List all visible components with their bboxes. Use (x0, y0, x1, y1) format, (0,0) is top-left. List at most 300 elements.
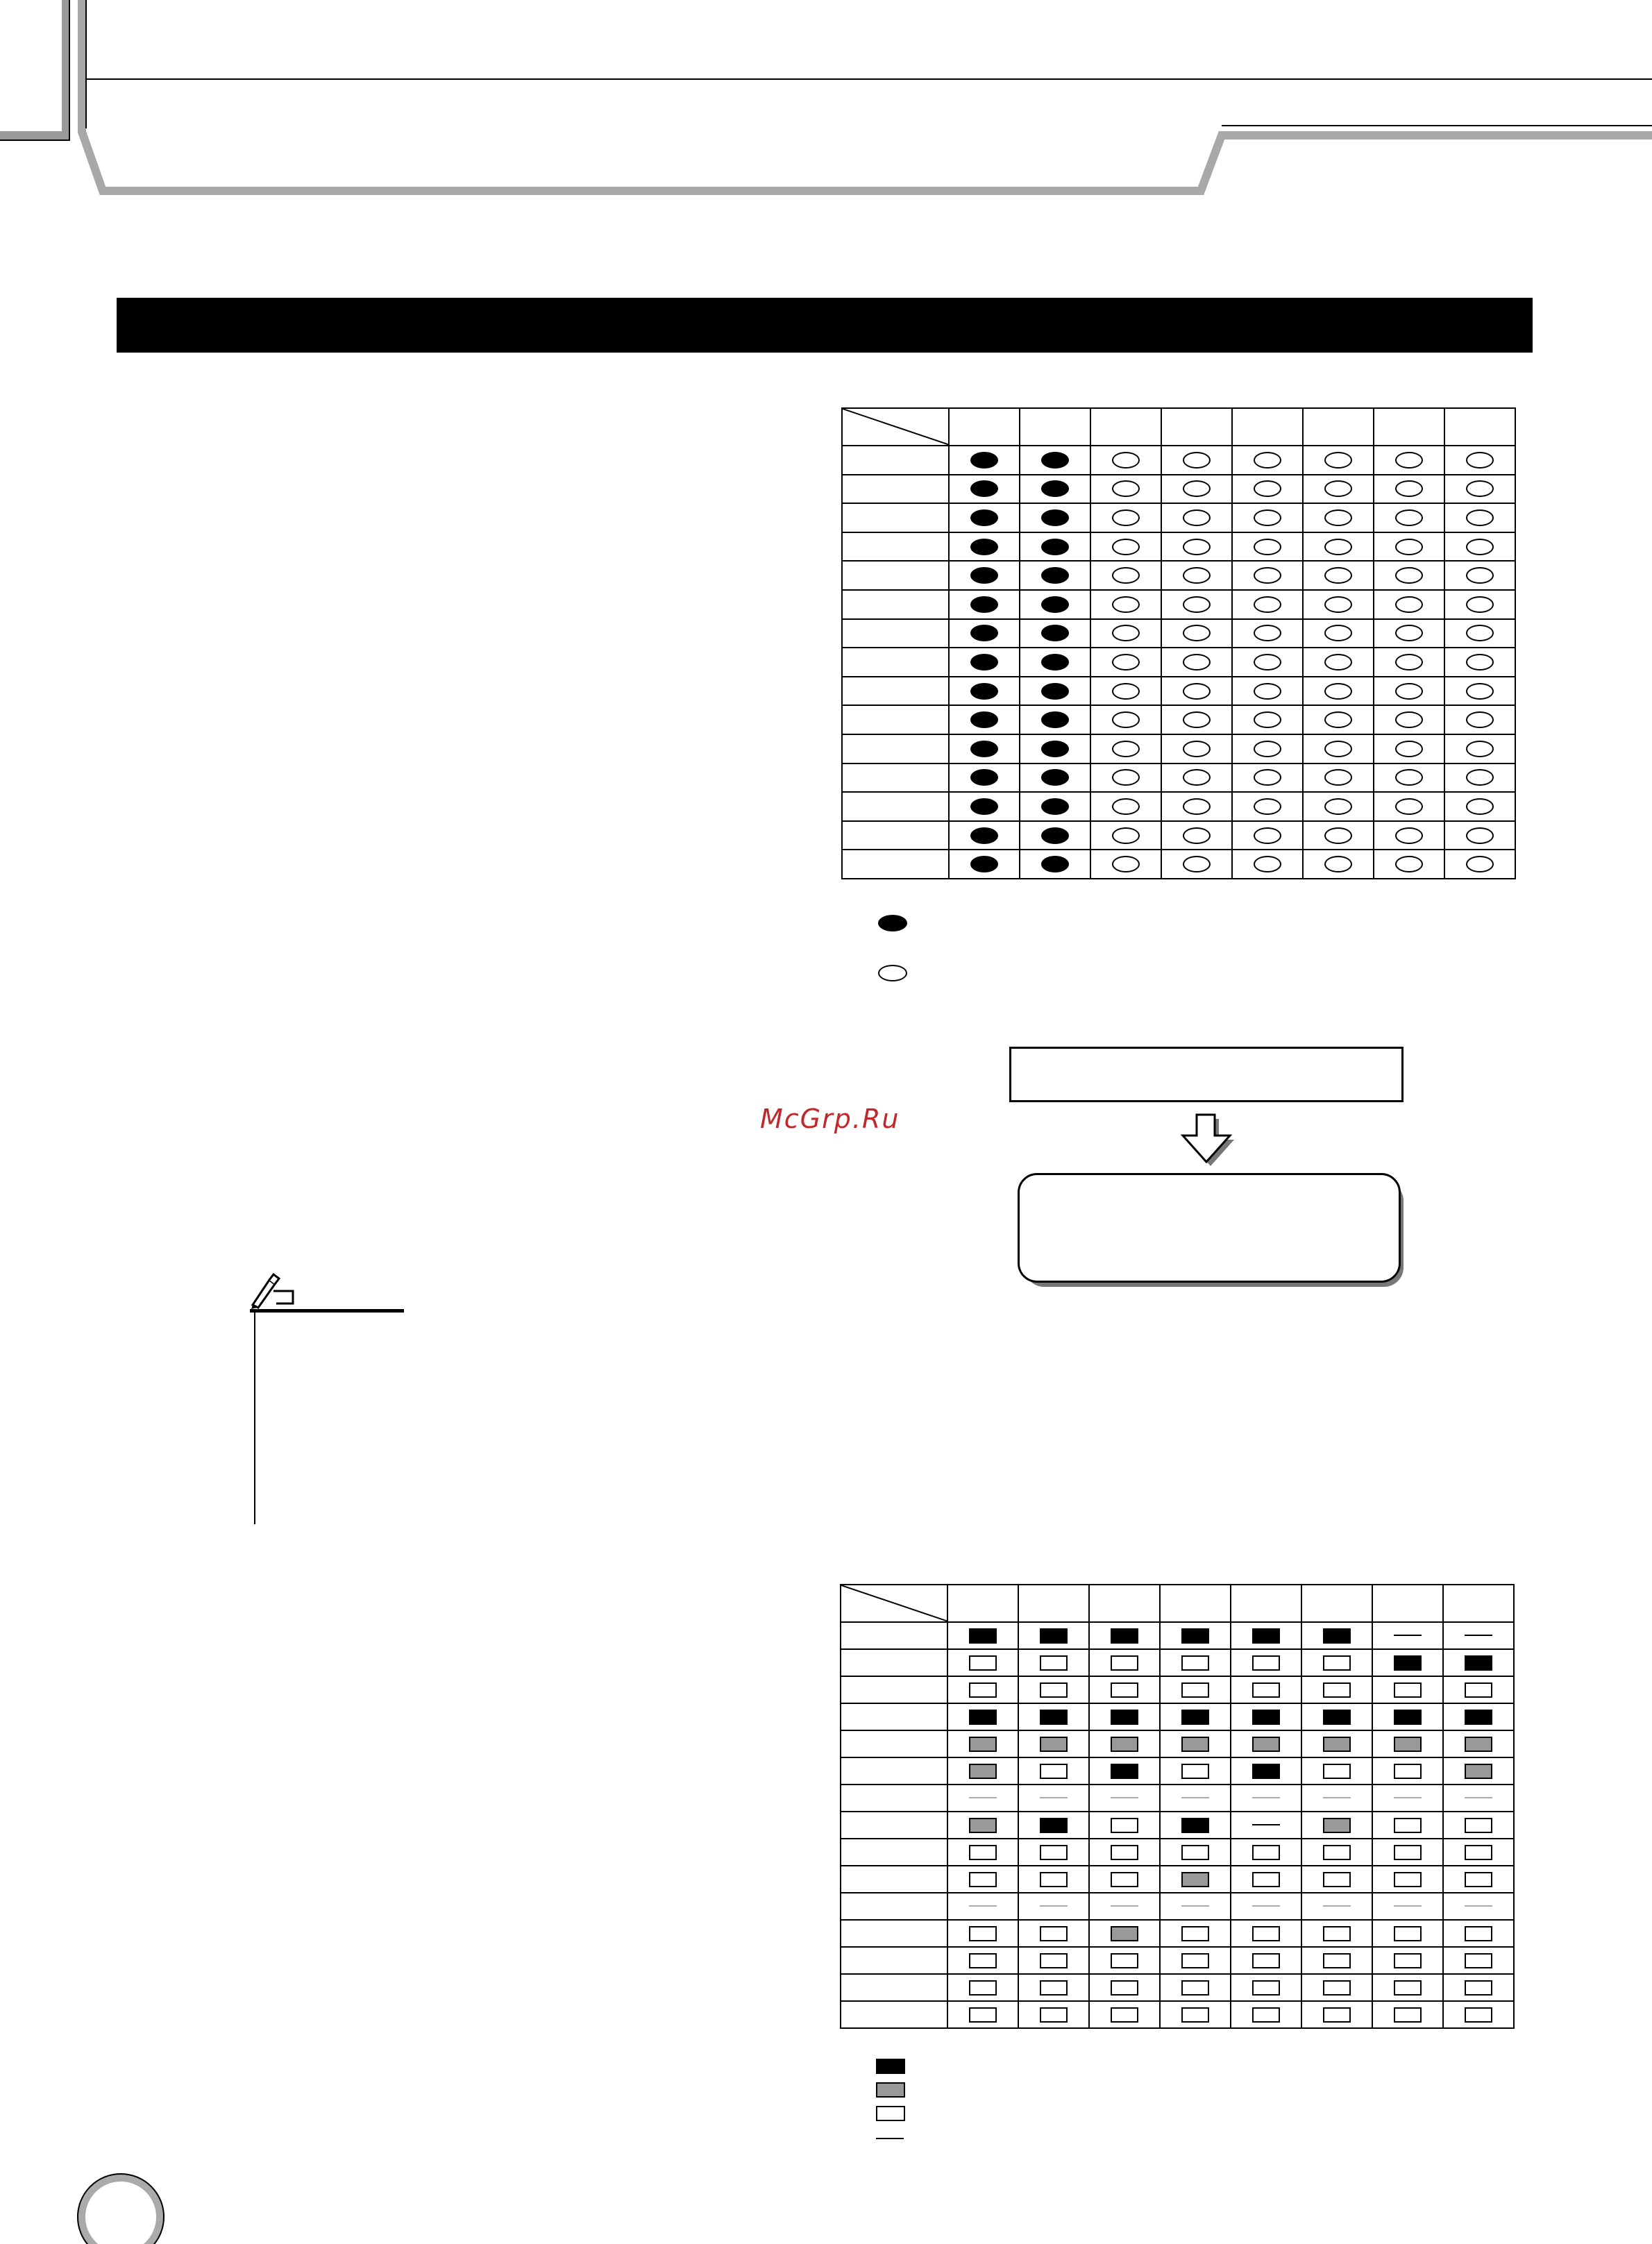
filled-oval-icon (1041, 509, 1069, 526)
table-cell (947, 1866, 1018, 1893)
table-row (842, 705, 1515, 734)
filled-oval-icon (1041, 827, 1069, 844)
row-label-cell (842, 532, 949, 562)
empty-oval-icon (1183, 711, 1211, 728)
table-cell (1301, 1812, 1372, 1839)
column-header-cell (1020, 408, 1090, 446)
table-cell (1301, 1730, 1372, 1757)
table-row (841, 1730, 1514, 1757)
table-cell (1443, 1703, 1514, 1730)
table-cell (1444, 503, 1515, 532)
table-cell (1018, 1947, 1089, 1974)
gray-square-icon (1181, 1737, 1209, 1752)
table-cell (1374, 821, 1444, 850)
table-cell (1020, 532, 1090, 562)
table-cell (1301, 1785, 1372, 1812)
filled-oval-icon (970, 769, 998, 786)
filled-oval-icon (878, 915, 907, 931)
empty-oval-icon (1395, 856, 1423, 872)
empty-oval-icon (1183, 683, 1211, 700)
table-cell (1160, 1893, 1231, 1920)
table-cell (1444, 764, 1515, 793)
empty-square-icon (1252, 1655, 1280, 1671)
empty-square-icon (1465, 1818, 1492, 1833)
filled-oval-icon (1041, 683, 1069, 700)
table-cell (947, 1812, 1018, 1839)
dash-icon (1394, 1797, 1422, 1798)
table-cell (949, 648, 1020, 677)
table-cell (1161, 619, 1232, 648)
filled-oval-icon (970, 711, 998, 728)
filled-oval-icon (1041, 452, 1069, 469)
table-cell (1444, 532, 1515, 562)
filled-square-icon (1323, 1628, 1351, 1644)
table-cell (1090, 677, 1161, 706)
empty-square-icon (1465, 1980, 1492, 1996)
table-cell (949, 677, 1020, 706)
table-cell (1372, 1622, 1443, 1649)
row-label-cell (841, 1757, 947, 1785)
filled-square-icon (1252, 1710, 1280, 1725)
table-cell (1443, 2001, 1514, 2028)
empty-oval-icon (1183, 654, 1211, 670)
empty-oval-icon (1324, 654, 1352, 670)
table-cell (1090, 475, 1161, 504)
empty-square-icon (1394, 1953, 1422, 1968)
empty-oval-icon (1254, 480, 1281, 497)
row-label-cell (841, 1812, 947, 1839)
column-header-cell (1231, 1585, 1301, 1622)
row-label-cell (841, 1622, 947, 1649)
empty-square-icon (1465, 1953, 1492, 1968)
table-cell (1443, 1974, 1514, 2001)
table-cell (1231, 1757, 1301, 1785)
empty-oval-icon (1466, 625, 1494, 641)
table-cell (1374, 850, 1444, 879)
legend-filled-oval (878, 915, 907, 931)
filled-oval-icon (1041, 711, 1069, 728)
empty-square-icon (1040, 1764, 1068, 1779)
column-header-cell (1372, 1585, 1443, 1622)
empty-oval-icon (1112, 683, 1140, 700)
table-cell (1160, 1649, 1231, 1676)
section-title-bar (117, 298, 1533, 353)
filled-oval-icon (1041, 625, 1069, 641)
table-row (841, 2001, 1514, 2028)
empty-oval-icon (1183, 827, 1211, 844)
dash-icon (1323, 1905, 1351, 1907)
table-cell (1018, 1893, 1089, 1920)
row-label-cell (842, 648, 949, 677)
table-cell (1232, 503, 1303, 532)
row-label-cell (842, 619, 949, 648)
empty-oval-icon (1112, 567, 1140, 584)
filled-oval-icon (1041, 798, 1069, 815)
table-cell (1089, 1622, 1160, 1649)
table-cell (1301, 1947, 1372, 1974)
empty-oval-icon (1254, 856, 1281, 872)
table-cell (1232, 734, 1303, 764)
table-cell (1301, 1866, 1372, 1893)
table-header-row (842, 408, 1515, 446)
legend-dash (876, 2138, 904, 2139)
empty-oval-icon (1254, 798, 1281, 815)
empty-square-icon (969, 1845, 997, 1860)
table-cell (1161, 850, 1232, 879)
empty-oval-icon (1112, 596, 1140, 613)
filled-square-icon (1111, 1764, 1138, 1779)
table-row (841, 1893, 1514, 1920)
empty-oval-icon (1395, 596, 1423, 613)
table-cell (947, 1757, 1018, 1785)
filled-oval-icon (970, 452, 998, 469)
table-cell (1018, 1812, 1089, 1839)
table-cell (1020, 561, 1090, 590)
table-cell (949, 590, 1020, 619)
empty-square-icon (1040, 1953, 1068, 1968)
empty-square-icon (1040, 1845, 1068, 1860)
row-label-cell (842, 561, 949, 590)
column-header-cell (1444, 408, 1515, 446)
table-cell (1444, 850, 1515, 879)
table-cell (1444, 475, 1515, 504)
legend-filled-square (876, 2059, 905, 2074)
table-cell (1018, 1920, 1089, 1947)
empty-oval-icon (1466, 683, 1494, 700)
empty-square-icon (1111, 1953, 1138, 1968)
filled-oval-icon (1041, 539, 1069, 555)
column-header-cell (1443, 1585, 1514, 1622)
table-cell (1089, 1839, 1160, 1866)
table-cell (1301, 1676, 1372, 1703)
empty-oval-icon (1395, 509, 1423, 526)
table-cell (1020, 677, 1090, 706)
filled-oval-icon (1041, 856, 1069, 872)
table-cell (1018, 1866, 1089, 1893)
table-cell (1231, 1974, 1301, 2001)
empty-oval-icon (1254, 654, 1281, 670)
empty-square-icon (1181, 1980, 1209, 1996)
empty-oval-icon (1324, 567, 1352, 584)
empty-oval-icon (1466, 567, 1494, 584)
table-cell (1232, 821, 1303, 850)
table-cell (1160, 2001, 1231, 2028)
table-cell (1090, 705, 1161, 734)
empty-square-icon (1181, 1953, 1209, 1968)
table-row (842, 590, 1515, 619)
table-cell (949, 705, 1020, 734)
empty-square-icon (969, 2007, 997, 2023)
table-cell (1443, 1893, 1514, 1920)
table-cell (1231, 2001, 1301, 2028)
note-pen-icon (248, 1273, 297, 1309)
column-header-cell (947, 1585, 1018, 1622)
table-cell (1160, 1622, 1231, 1649)
column-header-cell (1160, 1585, 1231, 1622)
empty-square-icon (1394, 1872, 1422, 1887)
table-cell (1303, 764, 1374, 793)
empty-oval-icon (1466, 798, 1494, 815)
empty-oval-icon (1395, 539, 1423, 555)
empty-square-icon (1394, 1764, 1422, 1779)
column-header-cell (1374, 408, 1444, 446)
table-cell (1444, 590, 1515, 619)
dash-icon (1040, 1905, 1068, 1907)
table-cell (1303, 561, 1374, 590)
empty-square-icon (1111, 1872, 1138, 1887)
table-cell (1090, 850, 1161, 879)
table-row (842, 446, 1515, 475)
table-cell (1303, 532, 1374, 562)
table-cell (1374, 677, 1444, 706)
table-cell (1018, 1839, 1089, 1866)
empty-oval-icon (1254, 452, 1281, 469)
filled-square-icon (1040, 1628, 1068, 1644)
empty-oval-icon (1324, 480, 1352, 497)
empty-square-icon (1323, 1953, 1351, 1968)
table-cell (1160, 1947, 1231, 1974)
page-number-circle (75, 2170, 169, 2244)
table-cell (1372, 1920, 1443, 1947)
table-row (842, 764, 1515, 793)
empty-square-icon (1252, 1682, 1280, 1698)
empty-oval-icon (1183, 596, 1211, 613)
filled-oval-icon (1041, 654, 1069, 670)
table-cell (1303, 850, 1374, 879)
empty-oval-icon (1254, 625, 1281, 641)
row-label-cell (841, 1703, 947, 1730)
empty-square-icon (1181, 1764, 1209, 1779)
table-row (841, 1920, 1514, 1947)
empty-oval-icon (1466, 509, 1494, 526)
table-cell (947, 1622, 1018, 1649)
filled-oval-icon (970, 856, 998, 872)
row-label-cell (841, 1920, 947, 1947)
table-row (842, 677, 1515, 706)
table-cell (1232, 446, 1303, 475)
filled-oval-icon (970, 798, 998, 815)
filled-oval-icon (970, 625, 998, 641)
empty-oval-icon (1466, 480, 1494, 497)
filled-oval-icon (970, 741, 998, 757)
table-cell (1160, 1839, 1231, 1866)
row-label-cell (842, 821, 949, 850)
empty-square-icon (969, 1655, 997, 1671)
row-label-cell (841, 1730, 947, 1757)
empty-square-icon (1394, 1818, 1422, 1833)
table-row (842, 475, 1515, 504)
table-row (842, 561, 1515, 590)
table-cell (1090, 764, 1161, 793)
filled-square-icon (1465, 1710, 1492, 1725)
legend-empty-square (876, 2106, 905, 2121)
table-cell (1018, 1703, 1089, 1730)
table-cell (949, 764, 1020, 793)
table-cell (1231, 1812, 1301, 1839)
empty-oval-icon (1395, 452, 1423, 469)
table-row (842, 792, 1515, 821)
filled-square-icon (1040, 1710, 1068, 1725)
filled-square-icon (1465, 1655, 1492, 1671)
table-cell (1301, 1649, 1372, 1676)
table-cell (1443, 1785, 1514, 1812)
table-cell (949, 503, 1020, 532)
table-cell (949, 619, 1020, 648)
table-cell (1161, 503, 1232, 532)
table-cell (1160, 1785, 1231, 1812)
table-cell (1303, 677, 1374, 706)
table-cell (1443, 1812, 1514, 1839)
row-label-cell (842, 446, 949, 475)
table-cell (1303, 821, 1374, 850)
dash-icon (1323, 1797, 1351, 1798)
legend-gray-square (876, 2082, 905, 2098)
table-cell (1160, 1676, 1231, 1703)
gray-square-icon (1040, 1737, 1068, 1752)
row-label-cell (841, 1649, 947, 1676)
empty-square-icon (1252, 2007, 1280, 2023)
empty-oval-icon (1254, 596, 1281, 613)
empty-oval-icon (1466, 711, 1494, 728)
table-cell (1372, 1893, 1443, 1920)
table-cell (1090, 734, 1161, 764)
empty-square-icon (1040, 1682, 1068, 1698)
table-cell (1303, 705, 1374, 734)
table-cell (1161, 705, 1232, 734)
empty-oval-icon (1324, 452, 1352, 469)
empty-oval-icon (1112, 711, 1140, 728)
table-cell (1372, 1703, 1443, 1730)
column-header-cell (949, 408, 1020, 446)
header-diagonal-cell (841, 1585, 947, 1622)
column-header-cell (1232, 408, 1303, 446)
table-cell (1301, 1839, 1372, 1866)
table-cell (1232, 705, 1303, 734)
filled-square-icon (1394, 1655, 1422, 1671)
empty-square-icon (1111, 1682, 1138, 1698)
row-label-cell (841, 1893, 947, 1920)
table-cell (1160, 1974, 1231, 2001)
empty-oval-icon (1254, 683, 1281, 700)
table-cell (1232, 648, 1303, 677)
dash-icon (1465, 1905, 1492, 1907)
gray-square-icon (1465, 1764, 1492, 1779)
row-label-cell (841, 1974, 947, 2001)
down-arrow-icon (1173, 1111, 1240, 1166)
table-cell (1020, 648, 1090, 677)
table-cell (1232, 590, 1303, 619)
empty-square-icon (1323, 1682, 1351, 1698)
table-cell (1160, 1730, 1231, 1757)
dash-icon (1181, 1797, 1209, 1798)
table-row (841, 1757, 1514, 1785)
table-cell (1160, 1757, 1231, 1785)
table-cell (1020, 590, 1090, 619)
filled-oval-icon (1041, 596, 1069, 613)
empty-square-icon (1394, 1682, 1422, 1698)
table-cell (1090, 648, 1161, 677)
table-cell (1089, 1893, 1160, 1920)
empty-oval-icon (1183, 798, 1211, 815)
table-cell (1231, 1730, 1301, 1757)
table-cell (1232, 619, 1303, 648)
empty-oval-icon (1466, 856, 1494, 872)
table-cell (1161, 821, 1232, 850)
empty-oval-icon (1466, 452, 1494, 469)
table-cell (949, 792, 1020, 821)
empty-oval-icon (1183, 452, 1211, 469)
gray-square-icon (969, 1764, 997, 1779)
empty-oval-icon (1324, 711, 1352, 728)
table-cell (1089, 1920, 1160, 1947)
table-cell (1231, 1676, 1301, 1703)
empty-oval-icon (1183, 769, 1211, 786)
empty-oval-icon (1324, 596, 1352, 613)
row-label-cell (841, 1947, 947, 1974)
table-row (841, 1974, 1514, 2001)
empty-oval-icon (1395, 480, 1423, 497)
table-cell (1231, 1622, 1301, 1649)
filled-oval-icon (970, 480, 998, 497)
empty-square-icon (1040, 1655, 1068, 1671)
table-cell (1303, 619, 1374, 648)
empty-square-icon (969, 1980, 997, 1996)
table-cell (1161, 648, 1232, 677)
flow-box-bottom (1018, 1173, 1401, 1283)
table-row (841, 1649, 1514, 1676)
table-cell (1303, 734, 1374, 764)
table-cell (947, 1893, 1018, 1920)
empty-oval-icon (1395, 741, 1423, 757)
empty-square-icon (1040, 1872, 1068, 1887)
empty-oval-icon (1466, 741, 1494, 757)
table-cell (1020, 446, 1090, 475)
table-cell (1089, 1785, 1160, 1812)
empty-oval-icon (1254, 741, 1281, 757)
empty-oval-icon (1324, 683, 1352, 700)
empty-square-icon (876, 2106, 905, 2121)
table-cell (1374, 503, 1444, 532)
table-cell (1231, 1703, 1301, 1730)
table-row (842, 503, 1515, 532)
table-cell (1444, 821, 1515, 850)
row-label-cell (842, 590, 949, 619)
table-cell (1089, 1730, 1160, 1757)
filled-square-icon (1181, 1818, 1209, 1833)
table-cell (1161, 475, 1232, 504)
table-row (841, 1703, 1514, 1730)
table-cell (1374, 475, 1444, 504)
empty-square-icon (1394, 1845, 1422, 1860)
empty-oval-icon (1112, 769, 1140, 786)
empty-oval-icon (1395, 683, 1423, 700)
empty-oval-icon (1112, 452, 1140, 469)
table-cell (1303, 792, 1374, 821)
table-cell (1301, 1920, 1372, 1947)
empty-oval-icon (1466, 769, 1494, 786)
filled-oval-icon (970, 509, 998, 526)
table-cell (1160, 1920, 1231, 1947)
table-cell (1443, 1622, 1514, 1649)
table-cell (1301, 2001, 1372, 2028)
table-cell (1372, 1730, 1443, 1757)
row-label-cell (842, 850, 949, 879)
row-label-cell (842, 734, 949, 764)
column-header-cell (1018, 1585, 1089, 1622)
dash-icon (1040, 1797, 1068, 1798)
table-cell (1160, 1812, 1231, 1839)
table-cell (1232, 532, 1303, 562)
